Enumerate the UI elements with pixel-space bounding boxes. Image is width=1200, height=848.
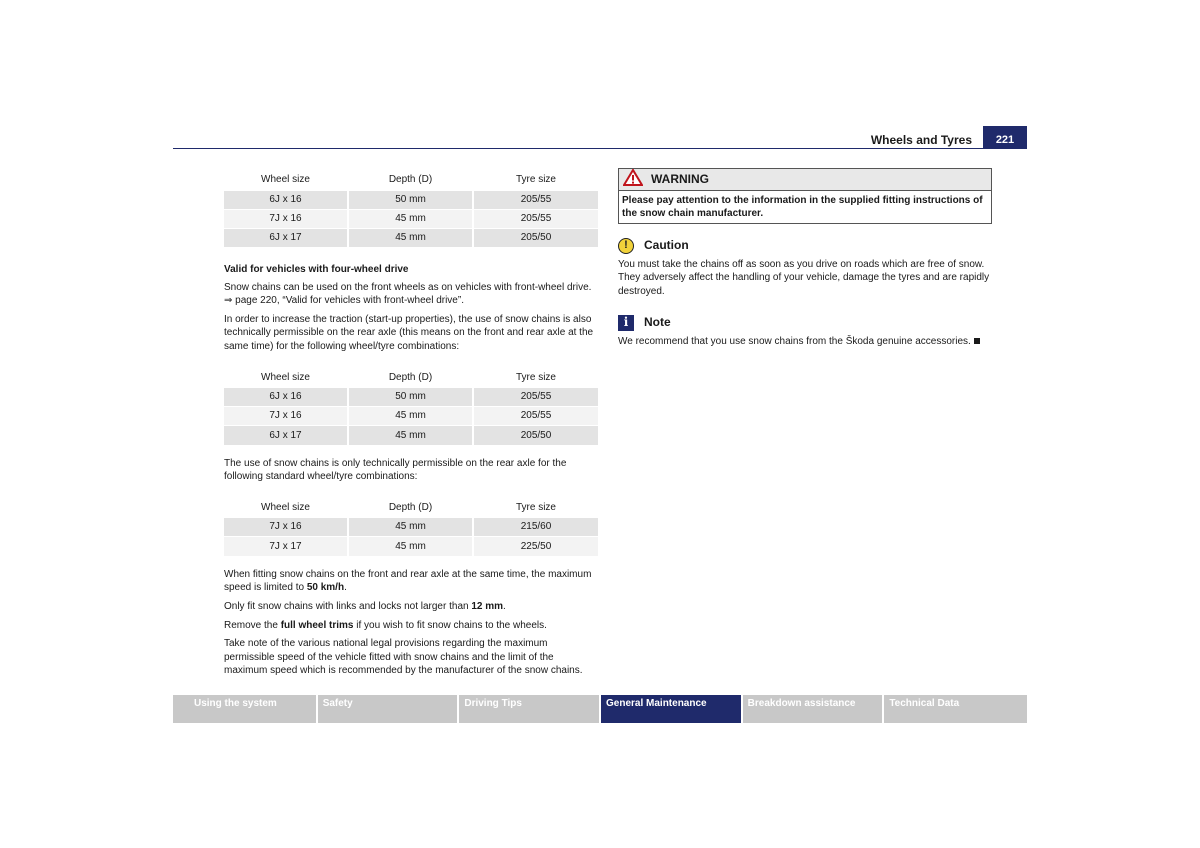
table-header-row <box>224 368 598 388</box>
table-header-cell: Wheel size <box>224 368 348 388</box>
left-column <box>224 170 598 678</box>
table-cell: 7J x 17 <box>224 537 348 556</box>
table-row <box>224 518 598 537</box>
table-cell: 6J x 17 <box>224 426 348 445</box>
wheel-table-rear-axle <box>224 498 598 556</box>
table-cell: 6J x 16 <box>224 388 348 407</box>
footer-tab-general-maintenance[interactable]: General Maintenance <box>601 695 741 723</box>
table-cell: 45 mm <box>348 209 473 228</box>
warning-triangle-icon <box>623 169 643 191</box>
footer-tab-technical-data[interactable]: Technical Data <box>884 695 1027 723</box>
page-header-title: Wheels and Tyres <box>870 133 972 147</box>
table-cell: 205/55 <box>473 190 598 209</box>
table-row <box>224 190 598 209</box>
warning-label: WARNING <box>651 171 709 186</box>
note-header <box>618 315 992 331</box>
table-header-row <box>224 170 598 190</box>
table-row <box>224 426 598 445</box>
speed-limit-value: 50 km/h <box>306 582 345 594</box>
wheel-table-four-wheel-drive <box>224 368 598 445</box>
caution-icon: ! <box>618 238 634 254</box>
table-cell: 50 mm <box>348 190 473 209</box>
table-cell: 205/55 <box>473 388 598 407</box>
table-cell: 50 mm <box>348 388 473 407</box>
link-size-value: 12 mm <box>471 600 504 612</box>
table-cell: 6J x 16 <box>224 190 348 209</box>
footer-tab-using-the-system[interactable]: Using the system <box>173 695 316 723</box>
paragraph-speed-limit: When fitting snow chains on the front and rear axle at the same time, the maximum speed is limited to 50 km/h. <box>224 568 592 594</box>
caution-header <box>618 238 992 254</box>
warning-box <box>618 168 992 224</box>
table-cell: 205/55 <box>473 209 598 228</box>
section-subheading: Valid for vehicles with four-wheel drive <box>224 264 409 275</box>
note-text-block <box>618 335 992 349</box>
table-cell: 215/60 <box>473 518 598 537</box>
table-cell: 205/55 <box>473 407 598 426</box>
paragraph-legal-provisions: Take note of the various national legal provisions regarding the maximum permissible speed of the vehicle fitted with snow chains and the limit of the maximum speed which is recommended by the manufacturer of the snow chains. <box>224 638 583 677</box>
right-column <box>618 168 992 348</box>
end-of-section-square-icon <box>974 338 980 344</box>
table-header-cell: Tyre size <box>515 173 556 185</box>
footer-chapter-nav <box>173 695 1027 723</box>
info-icon: i <box>618 315 634 331</box>
wheel-trims-term: full wheel trims <box>280 619 354 631</box>
paragraph-link-size: Only fit snow chains with links and locks not larger than 12 mm. <box>224 600 506 612</box>
table-header-cell: Tyre size <box>515 501 556 513</box>
table-cell: 205/50 <box>473 426 598 445</box>
table-header-cell: Depth (D) <box>348 368 473 388</box>
note-label: Note <box>644 314 671 329</box>
table-cell: 45 mm <box>348 537 473 556</box>
footer-tab-safety[interactable]: Safety <box>318 695 458 723</box>
table-header-row <box>224 498 598 518</box>
table-cell: 45 mm <box>348 518 473 537</box>
header-rule <box>173 148 1027 149</box>
table-header-cell: Wheel size <box>224 170 348 190</box>
table-cell: 7J x 16 <box>224 518 348 537</box>
table-header-cell: Depth (D) <box>348 170 473 190</box>
footer-tab-driving-tips[interactable]: Driving Tips <box>459 695 599 723</box>
page-number-badge: 221 <box>983 126 1027 149</box>
footer-tab-breakdown-assistance[interactable]: Breakdown assistance <box>743 695 883 723</box>
table-header-cell: Depth (D) <box>348 498 473 518</box>
table-header-cell: Tyre size <box>515 371 556 383</box>
paragraph-front-drive-ref: Snow chains can be used on the front wheels as on vehicles with front-wheel drive. ⇒ page 220, “Valid for vehicles with front-wheel drive”. <box>224 281 592 307</box>
warning-text: Please pay attention to the information in the supplied fitting instructions of the snow chain manufacturer. <box>622 195 983 220</box>
table-row <box>224 407 598 426</box>
table-header-cell: Wheel size <box>224 498 348 518</box>
caution-text: You must take the chains off as soon as you drive on roads which are free of snow. They adversely affect the handling of your vehicle, damage the tyres and are rapidly destroyed. <box>618 258 990 297</box>
wheel-table-front-drive <box>224 170 598 247</box>
table-row <box>224 209 598 228</box>
table-cell: 6J x 17 <box>224 228 348 247</box>
paragraph-wheel-trims: Remove the full wheel trims if you wish to fit snow chains to the wheels. <box>224 619 547 631</box>
table-cell: 45 mm <box>348 426 473 445</box>
table-row <box>224 228 598 247</box>
table-cell: 7J x 16 <box>224 407 348 426</box>
table-cell: 45 mm <box>348 228 473 247</box>
table-cell: 7J x 16 <box>224 209 348 228</box>
warning-header <box>619 169 991 191</box>
table-row <box>224 388 598 407</box>
table-cell: 205/50 <box>473 228 598 247</box>
table-cell: 225/50 <box>473 537 598 556</box>
caution-label: Caution <box>644 238 689 253</box>
paragraph-rear-axle: The use of snow chains is only technically permissible on the rear axle for the following standard wheel/tyre combinations: <box>224 457 567 483</box>
paragraph-traction: In order to increase the traction (start-up properties), the use of snow chains is also technically permissible on the rear axle (this means on the front and rear axle at the same time) for the following wheel/tyre combinations: <box>224 313 594 352</box>
note-text: We recommend that you use snow chains from the Škoda genuine accessories. <box>618 335 971 347</box>
table-cell: 45 mm <box>348 407 473 426</box>
table-row <box>224 537 598 556</box>
